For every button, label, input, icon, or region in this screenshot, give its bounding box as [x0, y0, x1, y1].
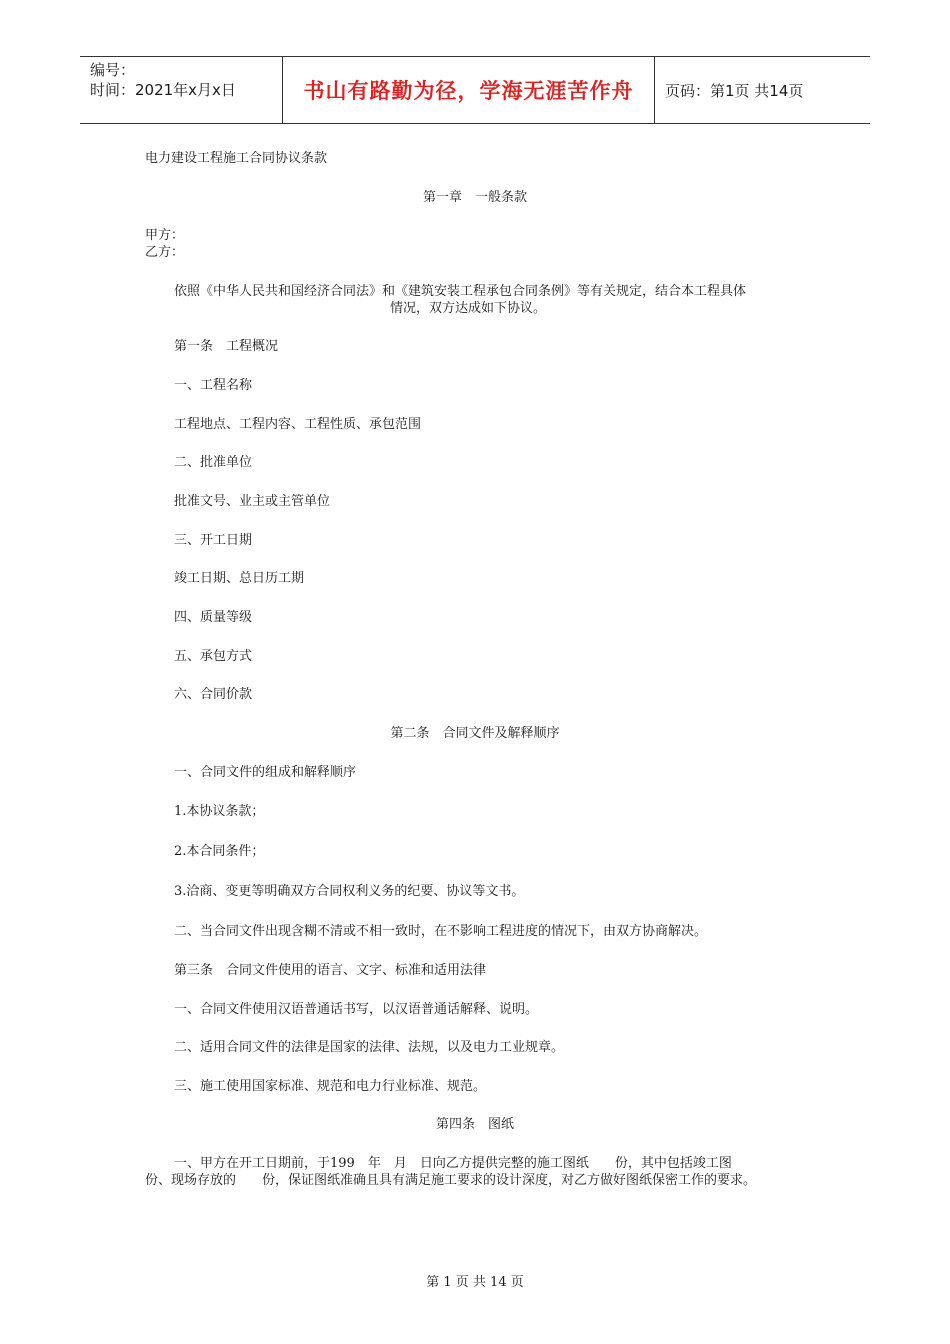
article-2-item-1a: 1.本协议条款； [174, 804, 265, 819]
article-1-item-3: 三、开工日期 [174, 533, 253, 548]
party-a: 甲方： [145, 228, 185, 243]
article-2-heading: 第二条 合同文件及解释顺序 [390, 726, 560, 741]
article-1-item-1-detail: 工程地点、工程内容、工程性质、承包范围 [174, 417, 422, 432]
article-1-item-6: 六、合同价款 [174, 687, 253, 702]
article-1-item-2: 二、批准单位 [174, 455, 253, 470]
party-b: 乙方： [145, 245, 185, 260]
page-header [80, 56, 870, 124]
article-1-item-5: 五、承包方式 [174, 649, 253, 664]
article-2-item-1c: 3.洽商、变更等明确双方合同权利义务的纪要、协议等文书。 [174, 884, 525, 899]
article-2-item-1: 一、合同文件的组成和解释顺序 [174, 765, 357, 780]
article-2-item-2: 二、当合同文件出现含糊不清或不相一致时，在不影响工程进度的情况下，由双方协商解决。 [174, 924, 708, 939]
chapter-heading: 第一章 一般条款 [422, 190, 527, 205]
doc-title: 电力建设工程施工合同协议条款 [145, 151, 328, 166]
article-3-item-1: 一、合同文件使用汉语普通话书写，以汉语普通话解释、说明。 [174, 1002, 539, 1017]
intro-line-2: 情况，双方达成如下协议。 [390, 301, 547, 316]
number-label: 编号： [90, 61, 136, 79]
article-1-item-2-detail: 批准文号、业主或主管单位 [174, 494, 331, 509]
article-3-item-3: 三、施工使用国家标准、规范和电力行业标准、规范。 [174, 1079, 487, 1094]
header-meta [80, 57, 283, 123]
article-1-item-3-detail: 竣工日期、总日历工期 [174, 571, 305, 586]
header-page-info: 页码：第1页 共14页 [665, 81, 804, 100]
article-3-heading: 第三条 合同文件使用的语言、文字、标准和适用法律 [174, 963, 487, 978]
article-4-item-1: 一、甲方在开工日期前，于199 年 月 日向乙方提供完整的施工图纸 份，其中包括竣工图 [174, 1156, 732, 1171]
article-1-item-1: 一、工程名称 [174, 378, 253, 393]
time-label: 时间：2021年x月x日 [90, 81, 236, 99]
article-1-heading: 第一条 工程概况 [174, 339, 279, 354]
article-4-item-1-cont: 份、现场存放的 份，保证图纸准确且具有满足施工要求的设计深度，对乙方做好图纸保密工作的要求。 [145, 1173, 757, 1188]
header-motto: 书山有路勤为径，学海无涯苦作舟 [283, 57, 655, 123]
article-4-heading: 第四条 图纸 [435, 1117, 514, 1132]
intro-line-1: 依照《中华人民共和国经济合同法》和《建筑安装工程承包合同条例》等有关规定，结合本工程具体 [174, 284, 747, 299]
article-3-item-2: 二、适用合同文件的法律是国家的法律、法规，以及电力工业规章。 [174, 1040, 565, 1055]
article-1-item-4: 四、质量等级 [174, 610, 253, 625]
article-2-item-1b: 2.本合同条件； [174, 844, 265, 859]
page-footer: 第 1 页 共 14 页 [426, 1275, 524, 1290]
